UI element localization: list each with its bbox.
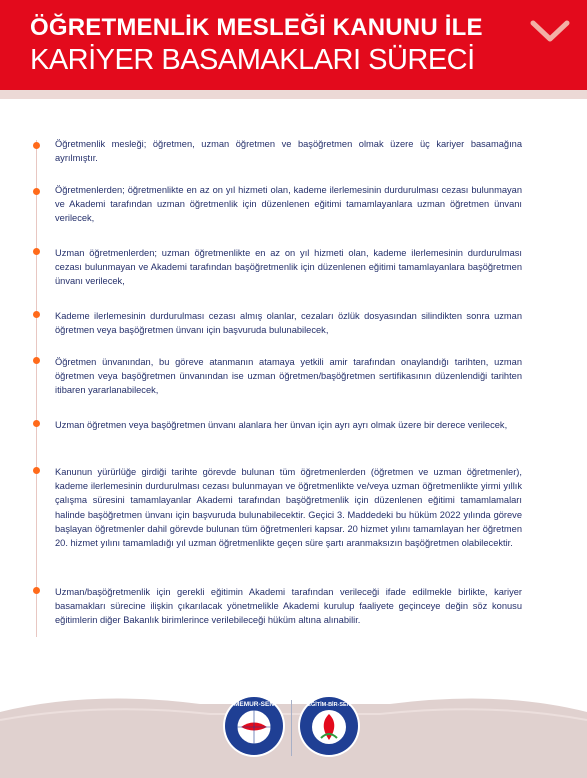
list-item: Uzman öğretmenlerden; uzman öğretmenlikte en az on yıl hizmeti olan, kademe ilerlemesinin durdurulması cezası bulunmayan ve Akademi tarafından başöğretmenlik için düzenlenen eğitimi tamamlayanlara başöğretmen ünvanı verilecek, <box>55 248 522 287</box>
chevron-down-icon <box>530 19 570 45</box>
page-title: ÖĞRETMENLİK MESLEĞİ KANUNU İLE <box>30 14 483 41</box>
bullet-dot <box>33 142 40 149</box>
bullet-dot <box>33 311 40 318</box>
memur-sen-logo <box>222 694 286 758</box>
bullet-dot <box>33 357 40 364</box>
header-underline <box>0 90 587 99</box>
bullet-dot <box>33 420 40 427</box>
bullet-dot <box>33 248 40 255</box>
list-item: Uzman öğretmen veya başöğretmen ünvanı alanlara her ünvan için ayrı ayrı olmak üzere bir derece verilecek, <box>55 420 508 430</box>
list-item: Öğretmenlik mesleği; öğretmen, uzman öğretmen ve başöğretmen olmak üzere üç kariyer basamağına ayrılmıştır. <box>55 139 522 164</box>
bullet-dot <box>33 587 40 594</box>
list-item: Öğretmen ünvanından, bu göreve atanmanın atamaya yetkili amir tarafından onaylandığı tarihten, uzman öğretmen veya başöğretmen ünvanından ise uzman öğretmen/başöğretmen sertifikasının düzenlendiği tarihten itibaren yararlanabilecek, <box>55 357 522 396</box>
list-item: Uzman/başöğretmenlik için gerekli eğitimin Akademi tarafından verileceği ifade edilmekle birlikte, kariyer basamakları sürecine ilişkin çıkarılacak yönetmelikle Akademi kurulup faaliyete geçinceye değin söz konusu eğitimlerin diğer Bakanlık birimlerince verilebileceği hüküm altına alınabilir. <box>55 587 522 626</box>
list-item: Kanunun yürürlüğe girdiği tarihte görevde bulunan tüm öğretmenlerden (öğretmen ve uzman öğretmenler), kademe ilerlemesinin durdurulması cezası bulunmayan ve öğretmenlikte ve/veya uzman öğretmenlikte yirmi yıllık çalışma süresini tamamlayanlar Akademi tarafından başöğretmenlik için düzenlenen eğitimi tamamlamaları halinde başöğretmen ünvanı için başvuruda bulunabilecektir. Geçici 3. Maddedeki bu hüküm 2022 yılında göreve başlayan öğretmenler dahil görevde bulunan tüm öğretmenleri kapsar. 20 hizmet yılını tamamlayan her öğretmen 20. hizmet yılını tamamladığı yıl uzman öğretmenlikte geçen süre şartı aranmaksızın başöğretmen olabilecektir. <box>55 467 522 549</box>
list-item: Kademe ilerlemesinin durdurulması cezası almış olanlar, cezaları özlük dosyasından silindikten sonra uzman öğretmen veya başöğretmen ünvanı için başvuruda bulunabilecek, <box>55 311 522 336</box>
list-item: Öğretmenlerden; öğretmenlikte en az on yıl hizmeti olan, kademe ilerlemesinin durdurulması cezası bulunmayan ve Akademi tarafından uzman öğretmenlik için düzenlenen eğitimi tamamlayanlara uzman öğretmen ünvanı verilecek, <box>55 185 522 224</box>
logo-divider <box>291 700 292 756</box>
egitim-bir-sen-logo <box>297 694 361 758</box>
logo-text-egitim-bir-sen: EĞİTİM-BİR-SEN <box>307 702 351 708</box>
bullet-dot <box>33 188 40 195</box>
logo-text-memur-sen: MEMUR-SEN <box>233 701 275 708</box>
footer-band <box>0 690 587 778</box>
bullet-dot <box>33 467 40 474</box>
timeline-line <box>36 140 37 637</box>
page-subtitle: KARİYER BASAMAKLARI SÜRECİ <box>30 44 475 76</box>
